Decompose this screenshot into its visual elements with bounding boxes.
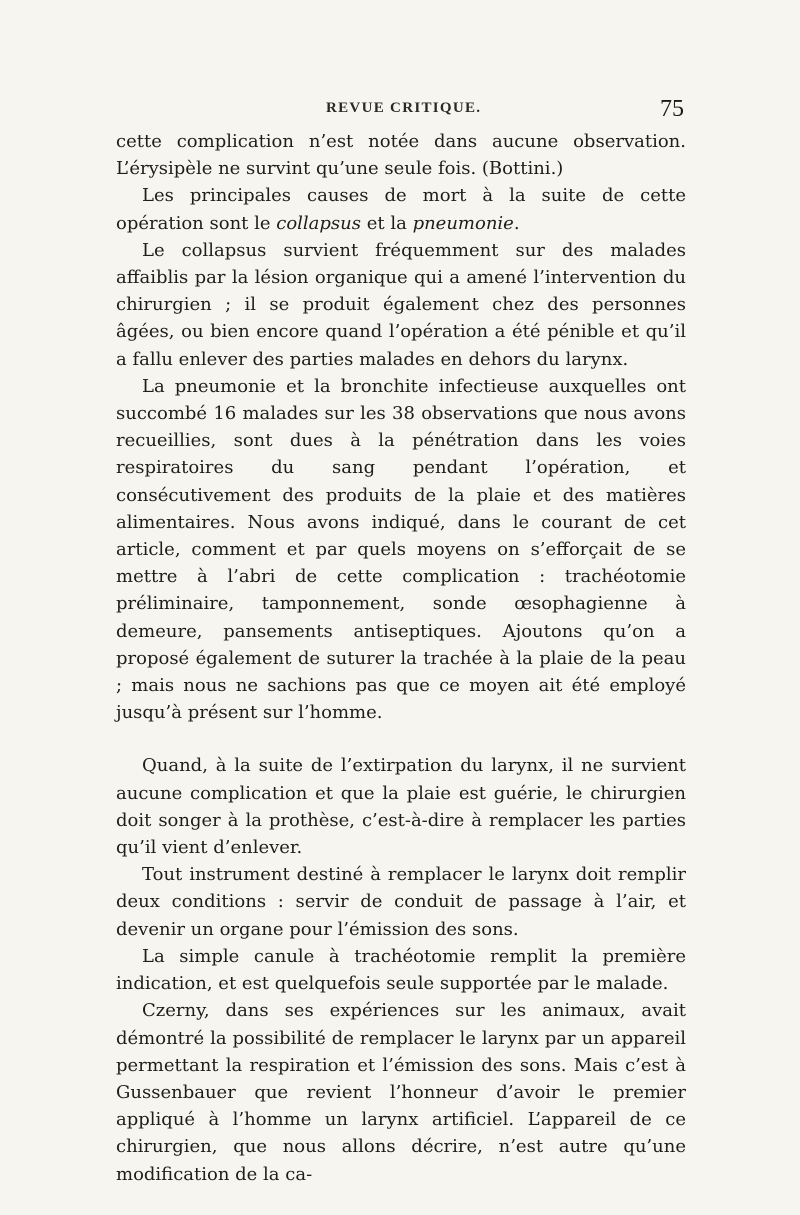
paragraph-text: et la <box>361 212 413 234</box>
paragraph-causes-of-death <box>116 182 686 236</box>
running-head-title: REVUE CRITIQUE. <box>326 100 482 116</box>
page-number: 75 <box>660 96 684 122</box>
section-gap <box>116 726 686 752</box>
running-head <box>116 96 686 120</box>
paragraph-pneumonia: La pneumonie et la bronchite infectieuse auxquelles ont succombé 16 malades sur les 38 observations que nous avons recueillies, sont dues à la pénétration dans les voies respiratoires du sang pendant l’opération, et consécutivement des produits de la plaie et des matières alimentaires. Nous avons indiqué, dans le courant de cet article, comment et par quels moyens on s’efforçait de se mettre à l’abri de cette complication : trachéotomie préliminaire, tamponnement, sonde œsophagienne à demeure, pansements antiseptiques. Ajoutons qu’on a proposé également de suturer la trachée à la plaie de la peau ; mais nous ne sachions pas que ce moyen ait été employé jusqu’à présent sur l’homme. <box>116 375 686 724</box>
italic-term-collapsus: collapsus <box>276 212 362 234</box>
paragraph-text: Les principales causes de mort à la suite de cette opération sont le <box>116 185 686 234</box>
body-text <box>116 128 686 1188</box>
paragraph-prosthesis: Quand, à la suite de l’extirpation du larynx, il ne survient aucune complication et que la plaie est guérie, le chirurgien doit songer à la prothèse, c’est-à-dire à remplacer les parties qu’il vient d’enlever. <box>116 755 686 859</box>
paragraph-continuation: cette complication n’est notée dans aucune observation. L’érysipèle ne survint qu’une seule fois. (Bottini.) <box>116 131 686 180</box>
paragraph-czerny: Czerny, dans ses expériences sur les animaux, avait démontré la possibilité de remplacer le larynx par un appareil permettant la respiration et l’émission des sons. Mais c’est à Gussenbauer que revient l’honneur d’avoir le premier appliqué à l’homme un larynx artificiel. L’appareil de ce chirurgien, que nous allons décrire, n’est autre qu’une modification de la ca- <box>116 1000 686 1185</box>
paragraph-instrument-conditions: Tout instrument destiné à remplacer le larynx doit remplir deux conditions : servir de conduit de passage à l’air, et devenir un organe pour l’émission des sons. <box>116 864 686 940</box>
paragraph-text: . <box>513 212 520 234</box>
italic-term-pneumonie: pneumonie <box>412 212 514 234</box>
paragraph-collapsus: Le collapsus survient fréquemment sur des malades affaiblis par la lésion organique qui a amené l’intervention du chirurgien ; il se produit également chez des personnes âgées, ou bien encore quand l’opération a été pénible et qu’il a fallu enlever des parties malades en dehors du larynx. <box>116 239 686 370</box>
paragraph-cannula: La simple canule à trachéotomie remplit la première indication, et est quelquefois seule supportée par le malade. <box>116 945 686 995</box>
